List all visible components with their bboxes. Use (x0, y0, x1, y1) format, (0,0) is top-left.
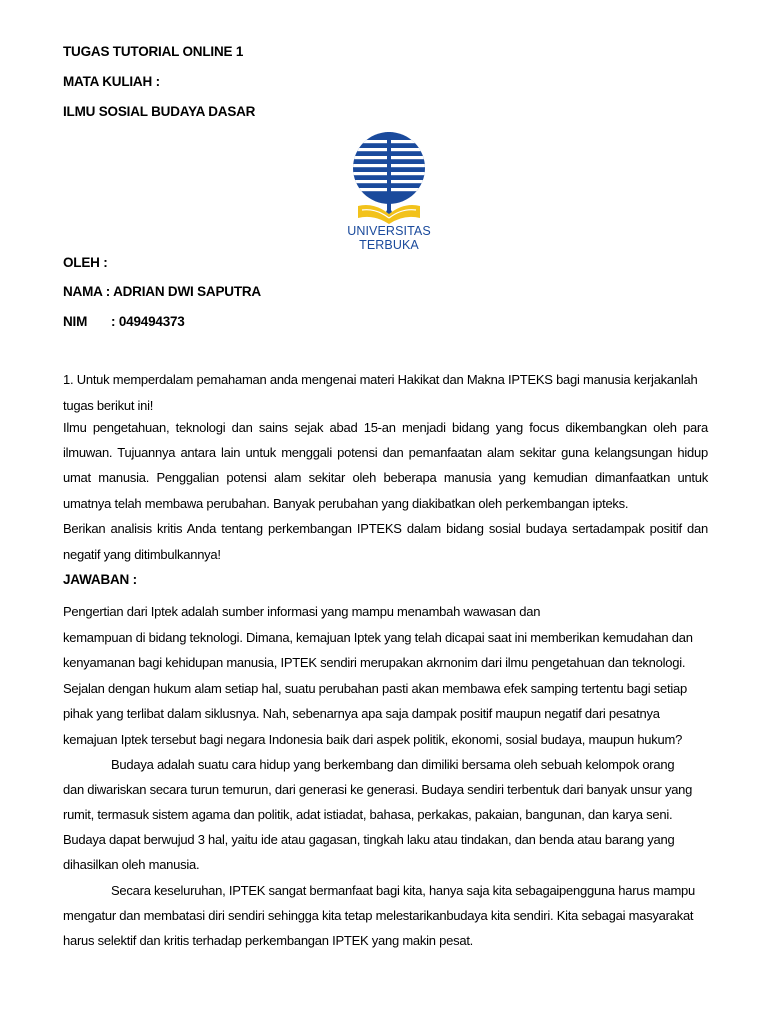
answer-line: mengatur dan membatasi diri sendiri sehingga kita tetap melestarikanbudaya kita sendiri. Kita sebagai masyarakat (63, 908, 694, 923)
author-heading: OLEH : (63, 255, 108, 270)
answer-line: Budaya adalah suatu cara hidup yang berkembang dan dimiliki bersama oleh sebuah kelompok orang (111, 757, 675, 772)
question-line: 1. Untuk memperdalam pemahaman anda mengenai materi Hakikat dan Makna IPTEKS bagi manusia kerjakanlah (63, 372, 698, 387)
answer-heading: JAWABAN : (63, 572, 137, 587)
answer-line: dihasilkan oleh manusia. (63, 857, 200, 872)
question-line: ilmuwan. Tujuannya antara lain untuk menggali potensi dan pemanfaatan alam sekitar guna kelangsungan hidup (63, 445, 708, 460)
answer-line: Budaya dapat berwujud 3 hal, yaitu ide atau gagasan, tingkah laku atau tindakan, dan benda atau barang yang (63, 832, 675, 847)
answer-line: Secara keseluruhan, IPTEK sangat bermanfaat bagi kita, hanya saja kita sebagaipengguna harus mampu (111, 883, 695, 898)
course-name: ILMU SOSIAL BUDAYA DASAR (63, 104, 256, 119)
question-line: Berikan analisis kritis Anda tentang perkembangan IPTEKS dalam bidang sosial budaya sertadampak positif dan (63, 521, 708, 536)
answer-line: kemampuan di bidang teknologi. Dimana, kemajuan Iptek yang telah dicapai saat ini memberikan kemudahan dan (63, 630, 693, 645)
answer-line: kemajuan Iptek tersebut bagi negara Indonesia baik dari aspek politik, ekonomi, sosial budaya, maupun hukum? (63, 732, 683, 747)
answer-line: harus selektif dan kritis terhadap perkembangan IPTEK yang makin pesat. (63, 933, 474, 948)
author-name: NAMA : ADRIAN DWI SAPUTRA (63, 284, 261, 299)
answer-line: pihak yang terlibat dalam siklusnya. Nah, sebenarnya apa saja dampak positif maupun negatif dari pesatnya (63, 706, 660, 721)
question-line: umat manusia. Penggalian potensi alam sekitar oleh beberapa manusia yang kemudian dimanfaatkan untuk (63, 470, 708, 485)
answer-line: kenyamanan bagi kehidupan manusia, IPTEK sendiri merupakan akrnonim dari ilmu pengetahuan dan teknologi. (63, 655, 686, 670)
question-line: umatnya telah membawa perubahan. Banyak perubahan yang diakibatkan oleh perkembangan ipteks. (63, 496, 629, 511)
answer-line: rumit, termasuk sistem agama dan politik, adat istiadat, bahasa, perkakas, pakaian, bangunan, dan karya seni. (63, 807, 673, 822)
answer-line: dan diwariskan secara turun temurun, dari generasi ke generasi. Budaya sendiri terbentuk dari banyak unsur yang (63, 782, 693, 797)
logo-caption: UNIVERSITAS TERBUKA (347, 224, 431, 252)
question-line: tugas berikut ini! (63, 398, 154, 413)
question-line: negatif yang ditimbulkannya! (63, 547, 221, 562)
question-line: Ilmu pengetahuan, teknologi dan sains sejak abad 15-an menjadi bidang yang focus dikembangkan oleh para (63, 420, 708, 435)
answer-line: Sejalan dengan hukum alam setiap hal, suatu perubahan pasti akan membawa efek samping tertentu bagi setiap (63, 681, 687, 696)
answer-line: Pengertian dari Iptek adalah sumber informasi yang mampu menambah wawasan dan (63, 604, 541, 619)
student-id-value: : 049494373 (111, 314, 185, 329)
course-label: MATA KULIAH : (63, 74, 160, 89)
student-id-label: NIM (63, 314, 88, 329)
assignment-title: TUGAS TUTORIAL ONLINE 1 (63, 44, 244, 59)
